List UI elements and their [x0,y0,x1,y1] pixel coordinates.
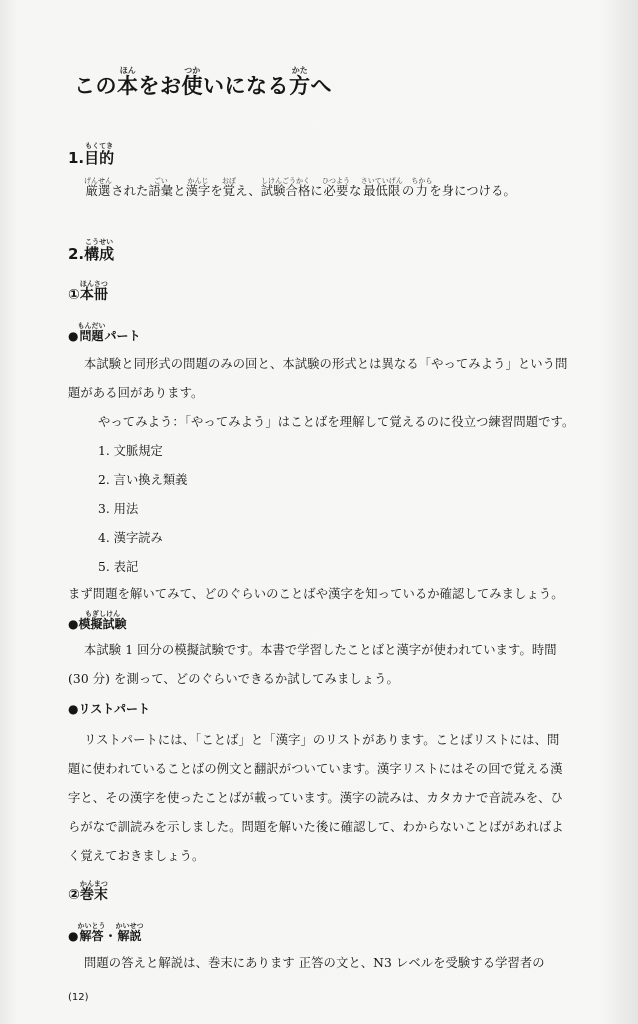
list-part-line-1: リストパートには、「ことば」と「漢字」のリストがあります。ことばリストには、問 [84,733,560,747]
page-title: この本ほんをお使つかいになる方かたへ [74,66,332,98]
question-part-line-1: 本試験と同形式の問題のみの回と、本試験の形式とは異なる「やってみよう」という問 [84,357,568,371]
section-heading-structure: 2.構成こうせい [68,238,115,263]
heading-list-part: ●リストパート [68,702,150,716]
list-item: 4. 漢字読み [98,531,163,545]
heading-mock-exam: ●模擬試験もぎしけん [68,610,127,631]
list-item: 3. 用法 [98,502,139,516]
subsection-main-book: ①本冊ほんさつ [68,280,108,303]
list-part-line-3: 字と、その漢字を使ったことばが載っています。漢字の読みは、カタカナで音読みを、ひ [68,791,563,805]
list-item: 2. 言い換え類義 [98,473,188,487]
subsection-appendix: ②巻末かんまつ [68,880,108,903]
heading-question-part: ●問題もんだいパート [68,322,141,343]
page-number: (12) [68,992,89,1003]
yattemiyou-description: やってみよう：「やってみよう」はことばを理解して覚えるのに役立つ練習問題です。 [98,415,575,429]
after-list-text: まず問題を解いてみて、どのぐらいのことばや漢字を知っているか確認してみましょう。 [68,587,564,601]
heading-answers: ●解答かいとう・解説かいせつ [68,922,144,943]
list-part-line-5: く覚えておきましょう。 [68,849,205,863]
list-item: 1. 文脈規定 [98,444,163,458]
question-part-line-2: 題がある回があります。 [68,386,204,400]
section-heading-purpose: 1.目的もくてき [68,142,115,167]
list-part-line-4: らがなで訓読みを示しました。問題を解いた後に確認して、わからないことばがあればよ [68,820,564,834]
mock-exam-line-1: 本試験 1 回分の模擬試験です。本書で学習したことばと漢字が使われています。時間 [84,643,557,657]
mock-exam-line-2: (30 分) を測って、どのぐらいできるか試してみましょう。 [68,672,399,686]
list-part-line-2: 題に使われていることばの例文と翻訳がついています。漢字リストにはその回で覚える漢 [68,762,563,776]
list-item: 5. 表記 [98,560,139,574]
answers-line-1: 問題の答えと解説は、巻末にあります 正答の文と、N3 レベルを受験する学習者の [84,956,545,970]
purpose-text: 厳選げんせんされた語彙ごいと漢字かんじを覚おぼえ、試験合格しけんごうかくに必要ひつような最低限さいていげんの力ちからを身につける。 [84,177,516,198]
